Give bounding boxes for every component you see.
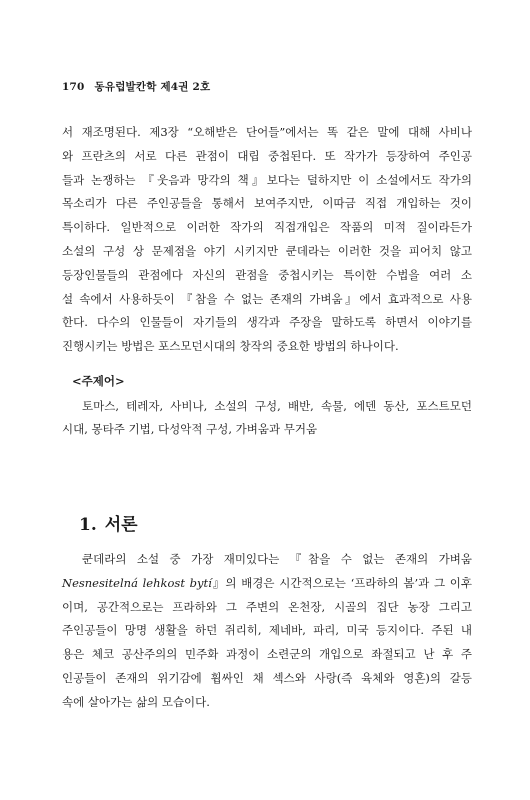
abstract-line: 등장인물들의 관점에다 자신의 관점을 중첩시키는 특이한 수법을 여러 소 — [62, 267, 472, 282]
abstract-line: 서 재조명된다. 제3장 “오해받은 단어들”에서는 똑 같은 말에 대해 사비나 — [62, 125, 472, 139]
keywords-heading: <주제어> — [72, 374, 125, 388]
keywords-line: 토마스, 테레자, 사비나, 소설의 구성, 배반, 속물, 에덴 동산, 포스트모던 — [82, 399, 472, 413]
section-number: 1. — [79, 515, 97, 535]
book-title-czech: Nesnesitelná lehkost bytí — [62, 575, 212, 590]
abstract-paragraph — [62, 121, 472, 359]
running-head — [62, 79, 210, 94]
abstract-line: 설 속에서 사용하듯이 『참을 수 없는 존재의 가벼움』에서 효과적으로 사용 — [62, 291, 472, 306]
intro-line — [62, 572, 472, 596]
abstract-line: 특이하다. 일반적으로 이러한 작가의 직접개입은 작품의 미적 질이라든가 — [62, 220, 472, 235]
abstract-line: 진행시키는 방법은 포스모던시대의 창작의 중요한 방법의 하나이다. — [62, 339, 399, 354]
journal-title: 동유럽발칸학 제4권 2호 — [94, 81, 211, 93]
section-title: 서론 — [104, 515, 138, 535]
intro-line: 속에 살아가는 삶의 모습이다. — [62, 694, 210, 709]
keywords-line: 시대, 몽타주 기법, 다성악적 구성, 가벼움과 무거움 — [62, 422, 318, 436]
abstract-line: 목소리가 다른 주인공들을 통해서 보여주지만, 이따금 직접 개입하는 것이 — [62, 196, 472, 211]
intro-line: 이며, 공간적으로는 프라하와 그 주변의 온천장, 시골의 집단 농장 그리고 — [62, 599, 472, 614]
abstract-line: 와 프란츠의 서로 다른 관점이 대립 중첩된다. 또 작가가 등장하여 주인공 — [62, 148, 472, 163]
abstract-line: 들과 논쟁하는 『웃음과 망각의 책』보다는 덜하지만 이 소설에서도 작가의 — [62, 172, 472, 187]
keywords-list — [62, 395, 472, 441]
section-heading — [79, 510, 138, 535]
intro-line: 인공들이 존재의 위기감에 휩싸인 채 섹스와 사랑(즉 육체와 영혼)의 갈등 — [62, 670, 472, 685]
abstract-line: 한다. 다수의 인물들이 자기들의 생각과 주장을 말하도록 하면서 이야기를 — [62, 315, 472, 330]
intro-paragraph — [62, 548, 472, 715]
intro-line-text: 』의 배경은 시간적으로는 ‘프라하의 봄’과 그 이후 — [211, 575, 472, 590]
intro-line: 쿤데라의 소설 중 가장 재미있다는 『참을 수 없는 존재의 가벼움 — [82, 552, 472, 566]
abstract-line: 소설의 구성 상 문제점을 야기 시키지만 쿤데라는 이러한 것을 피어치 않고 — [62, 243, 472, 258]
intro-line: 주인공들이 망명 생활을 하던 쥐리히, 제네바, 파리, 미국 등지이다. 주된 내 — [62, 623, 472, 638]
intro-line: 용은 체코 공산주의의 민주화 과정이 소련군의 개입으로 좌절되고 난 후 주 — [62, 647, 472, 662]
page-number: 170 — [62, 81, 85, 93]
